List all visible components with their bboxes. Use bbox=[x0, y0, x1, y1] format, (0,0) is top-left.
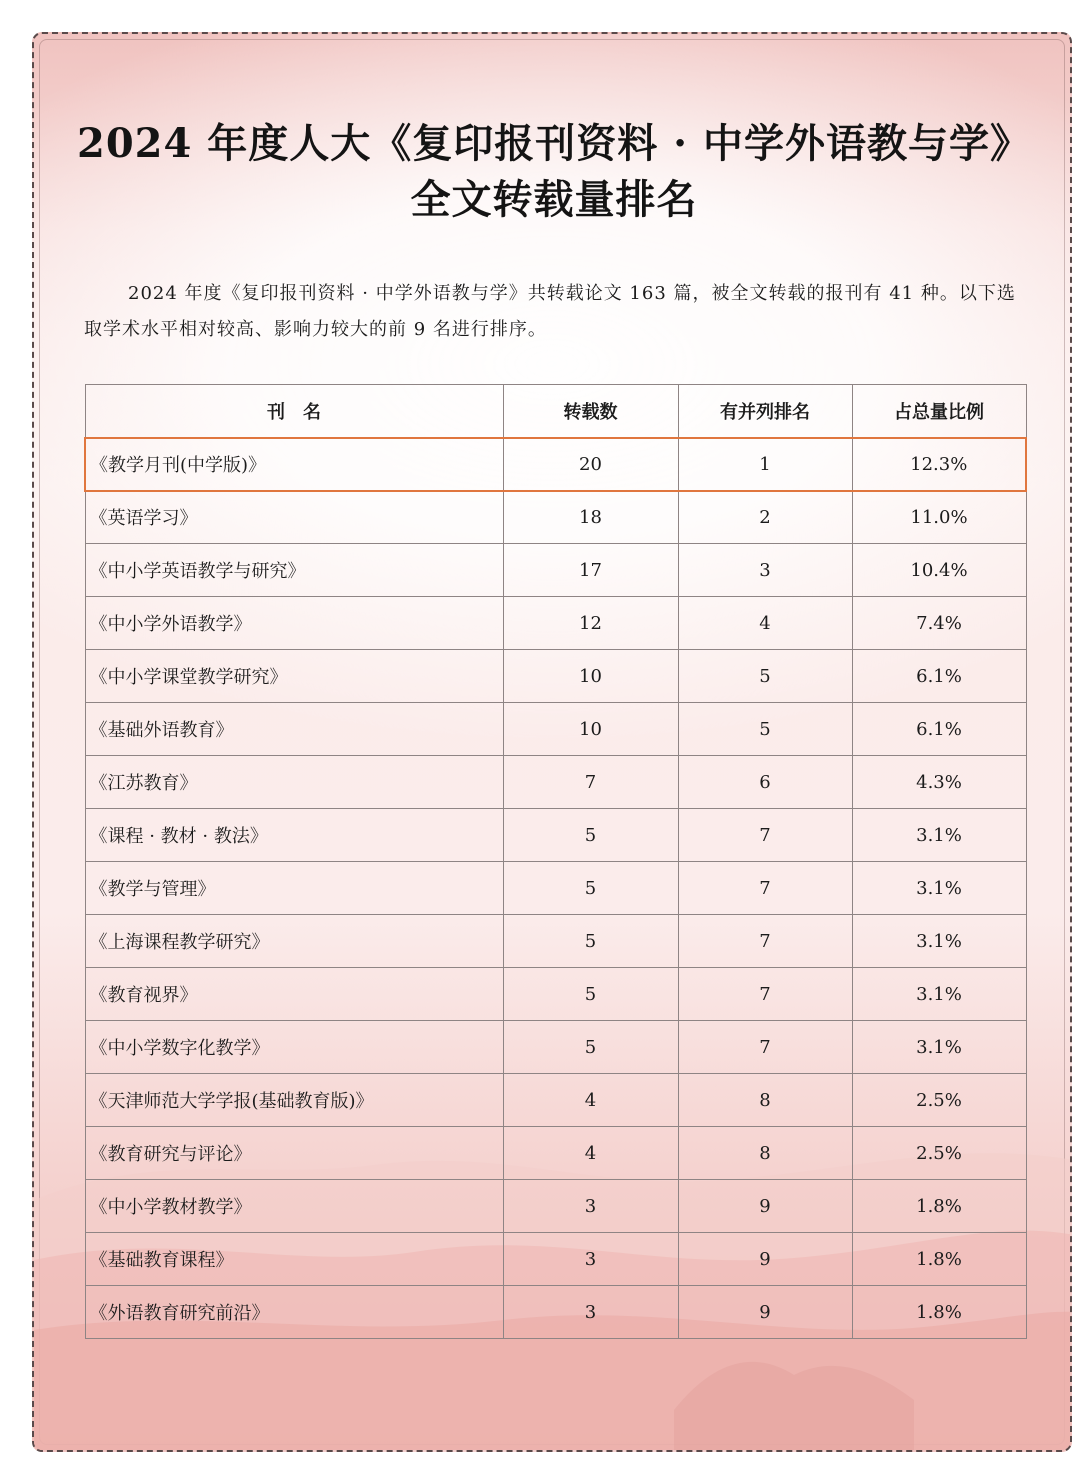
header-rank: 有并列排名 bbox=[678, 385, 852, 438]
journal-name: 《教学月刊(中学版)》 bbox=[85, 438, 503, 491]
ratio: 6.1% bbox=[852, 650, 1026, 703]
ratio: 2.5% bbox=[852, 1127, 1026, 1180]
title-line-1: 2024 年度人大《复印报刊资料 · 中学外语教与学》 bbox=[76, 120, 1032, 167]
table-row bbox=[85, 1286, 1026, 1339]
rank: 9 bbox=[678, 1180, 852, 1233]
table-row bbox=[85, 597, 1026, 650]
rank: 5 bbox=[678, 650, 852, 703]
ratio: 1.8% bbox=[852, 1233, 1026, 1286]
table-row bbox=[85, 491, 1026, 544]
reprint-count: 3 bbox=[503, 1180, 678, 1233]
reprint-count: 4 bbox=[503, 1074, 678, 1127]
rank: 8 bbox=[678, 1074, 852, 1127]
ratio: 3.1% bbox=[852, 968, 1026, 1021]
reprint-count: 18 bbox=[503, 491, 678, 544]
journal-name: 《中小学教材教学》 bbox=[85, 1180, 503, 1233]
journal-name: 《课程 · 教材 · 教法》 bbox=[85, 809, 503, 862]
header-ratio: 占总量比例 bbox=[852, 385, 1026, 438]
table-row bbox=[85, 1021, 1026, 1074]
table-header-row bbox=[85, 385, 1026, 438]
reprint-count: 5 bbox=[503, 1021, 678, 1074]
ratio: 3.1% bbox=[852, 1021, 1026, 1074]
ratio: 11.0% bbox=[852, 491, 1026, 544]
ratio: 2.5% bbox=[852, 1074, 1026, 1127]
ratio: 7.4% bbox=[852, 597, 1026, 650]
journal-name: 《教育研究与评论》 bbox=[85, 1127, 503, 1180]
reprint-count: 5 bbox=[503, 968, 678, 1021]
table-row bbox=[85, 915, 1026, 968]
header-journal-name: 刊 名 bbox=[85, 385, 503, 438]
ratio: 1.8% bbox=[852, 1286, 1026, 1339]
journal-name: 《中小学外语教学》 bbox=[85, 597, 503, 650]
table-row bbox=[85, 756, 1026, 809]
journal-name: 《天津师范大学学报(基础教育版)》 bbox=[85, 1074, 503, 1127]
reprint-count: 5 bbox=[503, 862, 678, 915]
table-row bbox=[85, 1233, 1026, 1286]
reprint-count: 5 bbox=[503, 915, 678, 968]
table-row bbox=[85, 1074, 1026, 1127]
rank: 1 bbox=[678, 438, 852, 491]
table-row bbox=[85, 1127, 1026, 1180]
page-title bbox=[34, 116, 1072, 228]
ratio: 12.3% bbox=[852, 438, 1026, 491]
ratio: 4.3% bbox=[852, 756, 1026, 809]
reprint-count: 4 bbox=[503, 1127, 678, 1180]
ratio: 3.1% bbox=[852, 915, 1026, 968]
rank: 5 bbox=[678, 703, 852, 756]
journal-name: 《英语学习》 bbox=[85, 491, 503, 544]
ratio: 6.1% bbox=[852, 703, 1026, 756]
page-frame bbox=[32, 32, 1072, 1452]
intro-paragraph: 2024 年度《复印报刊资料 · 中学外语教与学》共转载论文 163 篇，被全文转载的报刊有 41 种。以下选取学术水平相对较高、影响力较大的前 9 名进行排序。 bbox=[84, 283, 1016, 340]
rank: 7 bbox=[678, 968, 852, 1021]
ratio: 1.8% bbox=[852, 1180, 1026, 1233]
journal-name: 《中小学课堂教学研究》 bbox=[85, 650, 503, 703]
rank: 7 bbox=[678, 1021, 852, 1074]
table-row bbox=[85, 968, 1026, 1021]
reprint-count: 10 bbox=[503, 703, 678, 756]
journal-name: 《上海课程教学研究》 bbox=[85, 915, 503, 968]
reprint-count: 7 bbox=[503, 756, 678, 809]
journal-name: 《教育视界》 bbox=[85, 968, 503, 1021]
rank: 9 bbox=[678, 1233, 852, 1286]
rank: 7 bbox=[678, 809, 852, 862]
table-row bbox=[85, 1180, 1026, 1233]
journal-name: 《基础外语教育》 bbox=[85, 703, 503, 756]
table-row bbox=[85, 809, 1026, 862]
rank: 3 bbox=[678, 544, 852, 597]
journal-name: 《教学与管理》 bbox=[85, 862, 503, 915]
rank: 2 bbox=[678, 491, 852, 544]
reprint-count: 3 bbox=[503, 1233, 678, 1286]
table-row bbox=[85, 703, 1026, 756]
ratio: 3.1% bbox=[852, 809, 1026, 862]
ratio: 3.1% bbox=[852, 862, 1026, 915]
table-row bbox=[85, 544, 1026, 597]
ranking-table bbox=[84, 384, 1027, 1339]
reprint-count: 3 bbox=[503, 1286, 678, 1339]
rank: 9 bbox=[678, 1286, 852, 1339]
rank: 7 bbox=[678, 862, 852, 915]
journal-name: 《中小学英语教学与研究》 bbox=[85, 544, 503, 597]
journal-name: 《江苏教育》 bbox=[85, 756, 503, 809]
table-row bbox=[85, 862, 1026, 915]
table-row bbox=[85, 650, 1026, 703]
rank: 6 bbox=[678, 756, 852, 809]
reprint-count: 20 bbox=[503, 438, 678, 491]
journal-name: 《基础教育课程》 bbox=[85, 1233, 503, 1286]
rank: 4 bbox=[678, 597, 852, 650]
table-row-highlighted bbox=[85, 438, 1026, 491]
header-reprint-count: 转载数 bbox=[503, 385, 678, 438]
reprint-count: 17 bbox=[503, 544, 678, 597]
ratio: 10.4% bbox=[852, 544, 1026, 597]
reprint-count: 5 bbox=[503, 809, 678, 862]
rank: 7 bbox=[678, 915, 852, 968]
reprint-count: 12 bbox=[503, 597, 678, 650]
journal-name: 《外语教育研究前沿》 bbox=[85, 1286, 503, 1339]
journal-name: 《中小学数字化教学》 bbox=[85, 1021, 503, 1074]
title-line-2: 全文转载量排名 bbox=[410, 176, 698, 223]
rank: 8 bbox=[678, 1127, 852, 1180]
reprint-count: 10 bbox=[503, 650, 678, 703]
